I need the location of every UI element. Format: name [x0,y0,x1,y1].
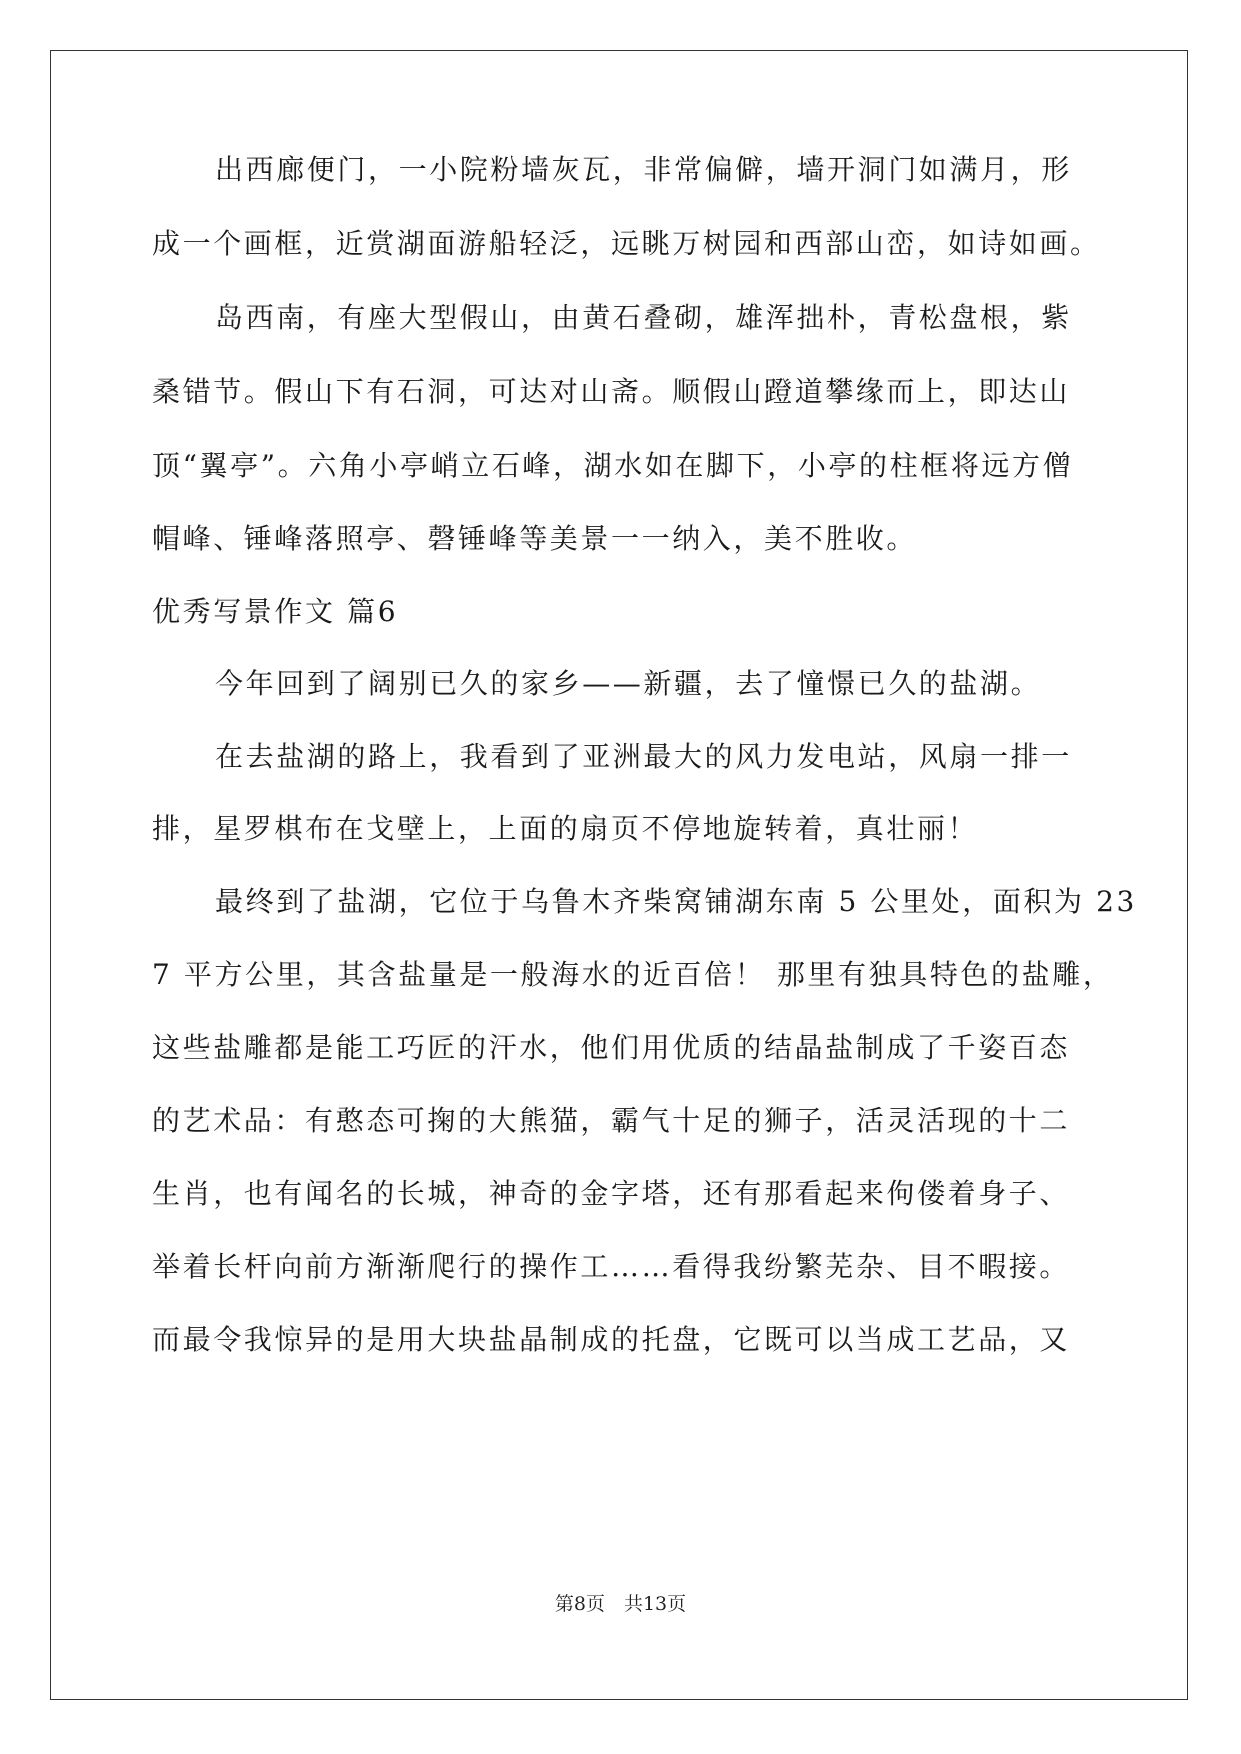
paragraph-line: 最终到了盐湖，它位于乌鲁木齐柴窝铺湖东南 5 公里处，面积为 23 [215,885,1137,918]
paragraph-line: 出西廊便门，一小院粉墙灰瓦，非常偏僻，墙开洞门如满月，形 [215,153,1072,186]
paragraph-line: 今年回到了阔别已久的家乡——新疆，去了憧憬已久的盐湖。 [215,667,1042,700]
paragraph-line: 桑错节。假山下有石洞，可达对山斋。顺假山蹬道攀缘而上，即达山 [152,375,1071,408]
paragraph-line: 排，星罗棋布在戈壁上，上面的扇页不停地旋转着，真壮丽！ [152,812,979,845]
paragraph-line: 7 平方公里，其含盐量是一般海水的近百倍！ 那里有独具特色的盐雕， [152,958,1114,991]
paragraph-line: 这些盐雕都是能工巧匠的汗水，他们用优质的结晶盐制成了千姿百态 [152,1031,1071,1064]
paragraph-line: 岛西南，有座大型假山，由黄石叠砌，雄浑拙朴，青松盘根，紫 [215,301,1072,334]
paragraph-line: 的艺术品：有憨态可掬的大熊猫，霸气十足的狮子，活灵活现的十二 [152,1104,1071,1137]
paragraph-line: 举着长杆向前方渐渐爬行的操作工……看得我纷繁芜杂、目不暇接。 [152,1250,1071,1283]
paragraph-line: 生肖，也有闻名的长城，神奇的金字塔，还有那看起来佝偻着身子、 [152,1177,1071,1210]
section-heading: 优秀写景作文 篇6 [152,595,399,628]
paragraph-line: 在去盐湖的路上，我看到了亚洲最大的风力发电站，风扇一排一 [215,740,1072,773]
paragraph-line: 顶“翼亭”。六角小亭峭立石峰，湖水如在脚下，小亭的柱框将远方僧 [152,449,1074,482]
paragraph-line: 而最令我惊异的是用大块盐晶制成的托盘，它既可以当成工艺品，又 [152,1323,1071,1356]
paragraph-line: 帽峰、锤峰落照亭、磬锤峰等美景一一纳入，美不胜收。 [152,522,918,555]
paragraph-line: 成一个画框，近赏湖面游船轻泛，远眺万树园和西部山峦，如诗如画。 [152,227,1101,260]
page-number: 第8页 共13页 [554,1593,687,1615]
